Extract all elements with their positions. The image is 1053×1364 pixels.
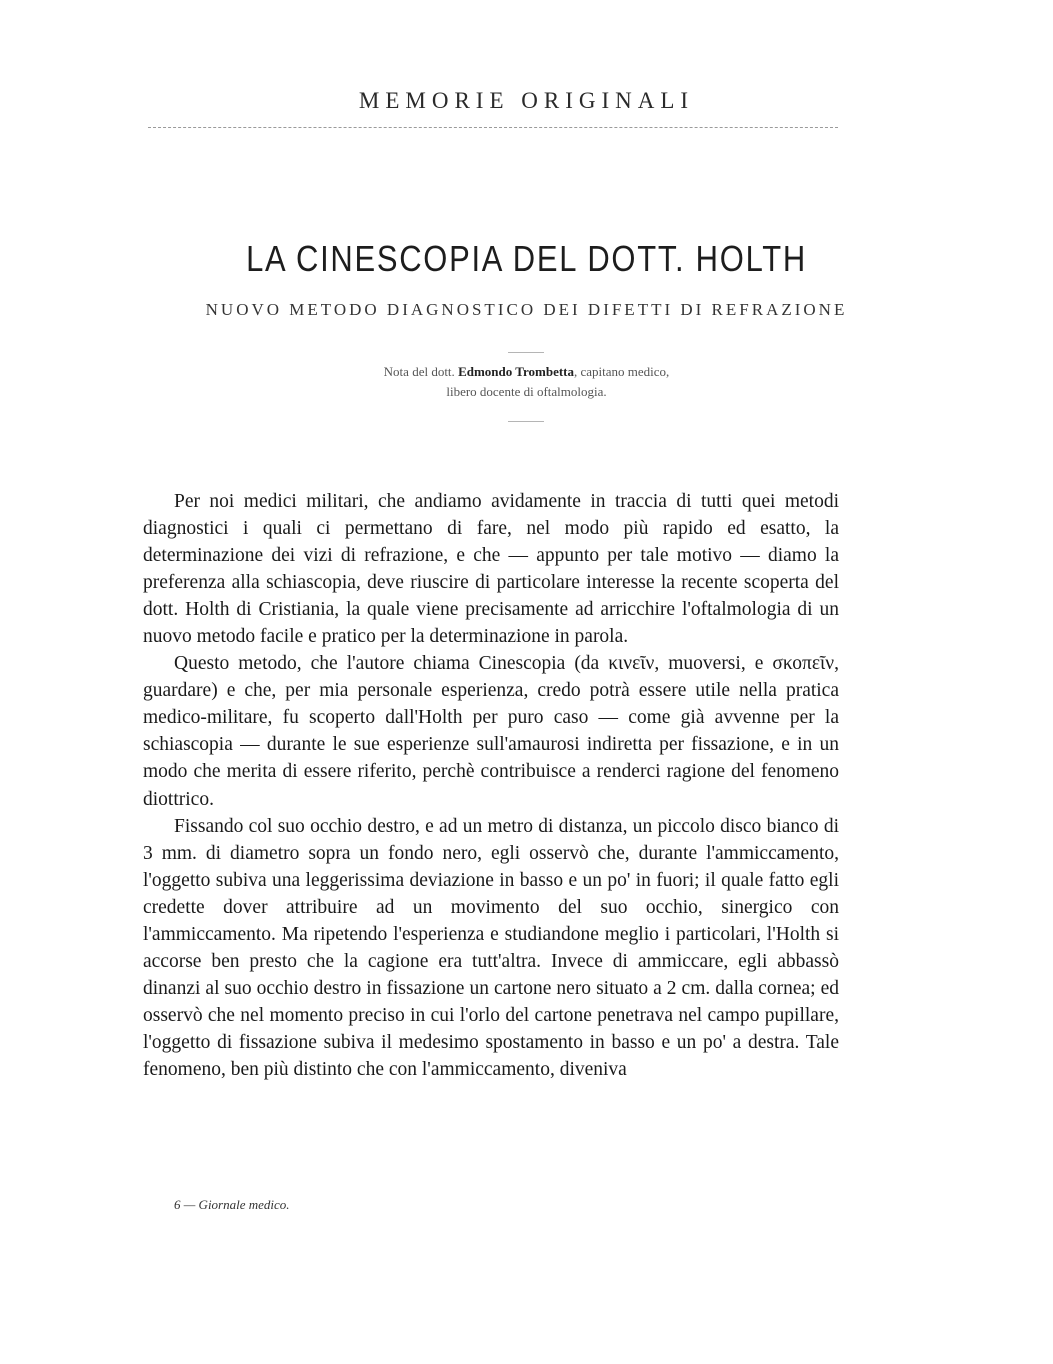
byline — [0, 362, 1053, 402]
byline-line-1 — [0, 362, 1053, 382]
section-header: MEMORIE ORIGINALI — [358, 88, 695, 113]
author-role: , capitano medico, — [574, 364, 670, 379]
article-title: LA CINESCOPIA DEL DOTT. HOLTH — [246, 238, 807, 279]
body-paragraph-1: Per noi medici militari, che andiamo avidamente in traccia di tutti quei metodi diagnostici i quali ci permettano di fare, nel modo più rapido ed esatto, la determinazione dei vizi di refrazione, e che — appunto per tale motivo — diamo la preferenza alla schiascopia, deve riuscire di particolare interesse la recente scoperta del dott. Holth di Cristiania, la quale viene precisamente ad arricchire l'oftalmologia di un nuovo metodo facile e pratico per la determinazione in parola. — [143, 491, 839, 648]
body-paragraph-2: Questo metodo, che l'autore chiama Cinescopia (da κινεῖν, muoversi, e σκοπεῖν, guardare) e che, per mia personale esperienza, credo potrà essere utile nella pratica medico-militare, fu scoperto dall'Holth per puro caso — come già avvenne per la schiascopia — durante le sue esperienze sull'amaurosi indiretta per fissazione, e in un modo che merita di essere riferito, perchè contribuisce a renderci ragione del fenomeno diottrico. — [143, 653, 839, 810]
header-divider — [148, 127, 838, 128]
byline-divider — [508, 421, 544, 422]
author-name: Edmondo Trombetta — [458, 364, 574, 379]
byline-prefix: Nota del dott. — [383, 364, 455, 379]
byline-line-2: libero docente di oftalmologia. — [446, 384, 607, 399]
page-footer: 6 — Giornale medico. — [174, 1197, 290, 1212]
article-body — [143, 488, 839, 1083]
article-subtitle: NUOVO METODO DIAGNOSTICO DEI DIFETTI DI REFRAZIONE — [205, 300, 848, 319]
body-paragraph-3: Fissando col suo occhio destro, e ad un metro di distanza, un piccolo disco bianco di 3 mm. di diametro sopra un fondo nero, egli osservò che, durante l'ammiccamento, l'oggetto subiva una leggerissima deviazione in basso e un po' in fuori; il quale fatto egli credette dover attribuire ad un movimento del suo occhio, sinergico con l'ammiccamento. Ma ripetendo l'esperienza e studiandone meglio i particolari, l'Holth si accorse ben presto che la cagione era tutt'altra. Invece di ammiccare, egli abbassò dinanzi al suo occhio destro in fissazione un cartone nero situato a 2 cm. dalla cornea; ed osservò che nel momento preciso in cui l'orlo del cartone penetrava nel campo pupillare, l'oggetto di fissazione subiva il medesimo spostamento in basso e un po' a destra. Tale fenomeno, ben più distinto che con l'ammiccamento, diveniva — [143, 815, 839, 1080]
title-divider — [508, 352, 544, 353]
